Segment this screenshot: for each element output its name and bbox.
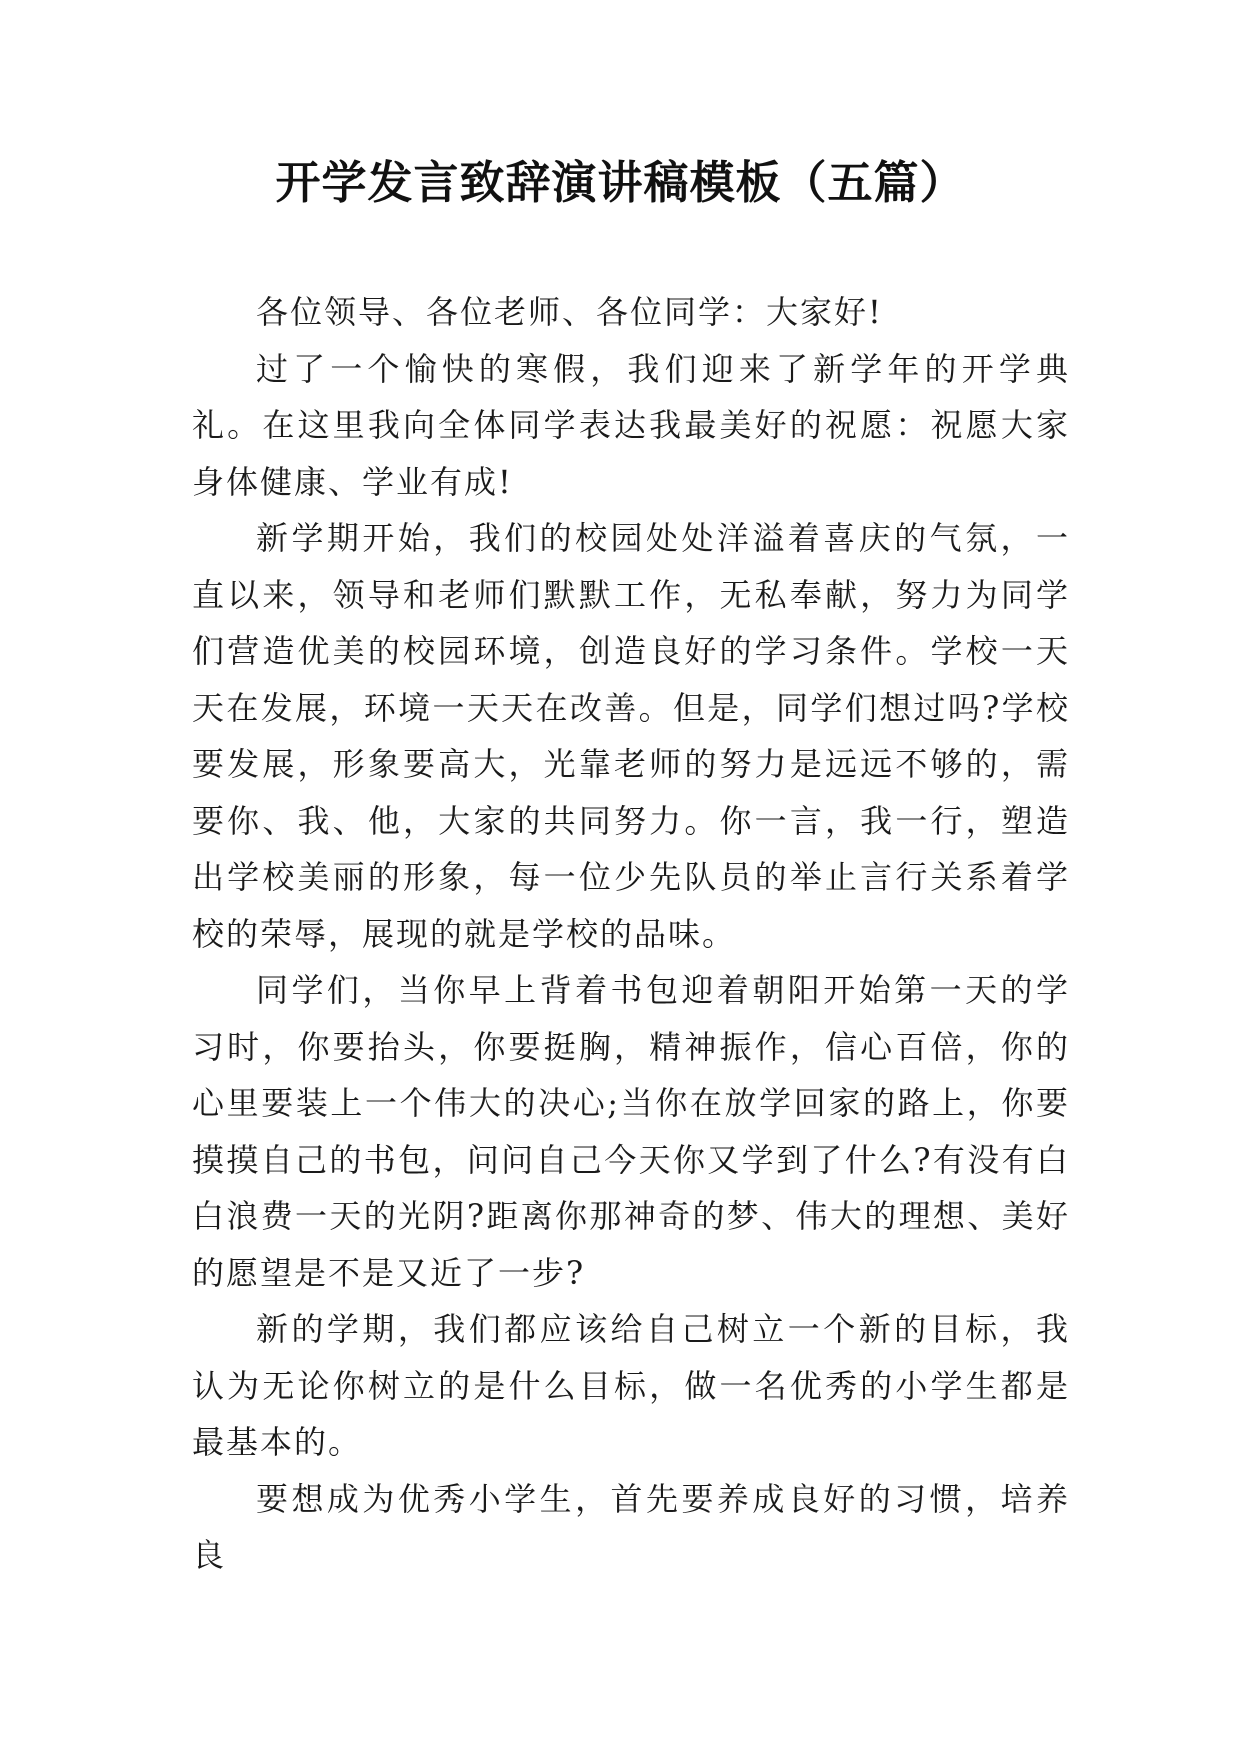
paragraph-morning: 同学们，当你早上背着书包迎着朝阳开始第一天的学习时，你要抬头，你要挺胸，精神振作，信心百倍，你的心里要装上一个伟大的决心;当你在放学回家的路上，你要摸摸自己的书包，问问自己今天你又学到了什么?有没有白白浪费一天的光阴?距离你那神奇的梦、伟大的理想、美好的愿望是不是又近了一步? [192, 971, 1070, 1292]
paragraph-habits: 要想成为优秀小学生，首先要养成良好的习惯，培养良 [192, 1479, 1070, 1574]
paragraph-greeting: 各位领导、各位老师、各位同学：大家好! [256, 293, 883, 331]
paragraph-campus: 新学期开始，我们的校园处处洋溢着喜庆的气氛，一直以来，领导和老师们默默工作，无私奉献，努力为同学们营造优美的校园环境，创造良好的学习条件。学校一天天在发展，环境一天天在改善。但是，同学们想过吗?学校要发展，形象要高大，光靠老师的努力是远远不够的，需要你、我、他，大家的共同努力。你一言，我一行，塑造出学校美丽的形象，每一位少先队员的举止言行关系着学校的荣辱，展现的就是学校的品味。 [192, 519, 1070, 953]
document-title: 开学发言致辞演讲稿模板（五篇） [275, 156, 966, 209]
document-body [192, 284, 1070, 1584]
paragraph-wishes: 过了一个愉快的寒假，我们迎来了新学年的开学典礼。在这里我向全体同学表达我最美好的祝愿：祝愿大家身体健康、学业有成! [192, 349, 1070, 501]
paragraph-goals: 新的学期，我们都应该给自己树立一个新的目标，我认为无论你树立的是什么目标，做一名优秀的小学生都是最基本的。 [192, 1310, 1070, 1461]
